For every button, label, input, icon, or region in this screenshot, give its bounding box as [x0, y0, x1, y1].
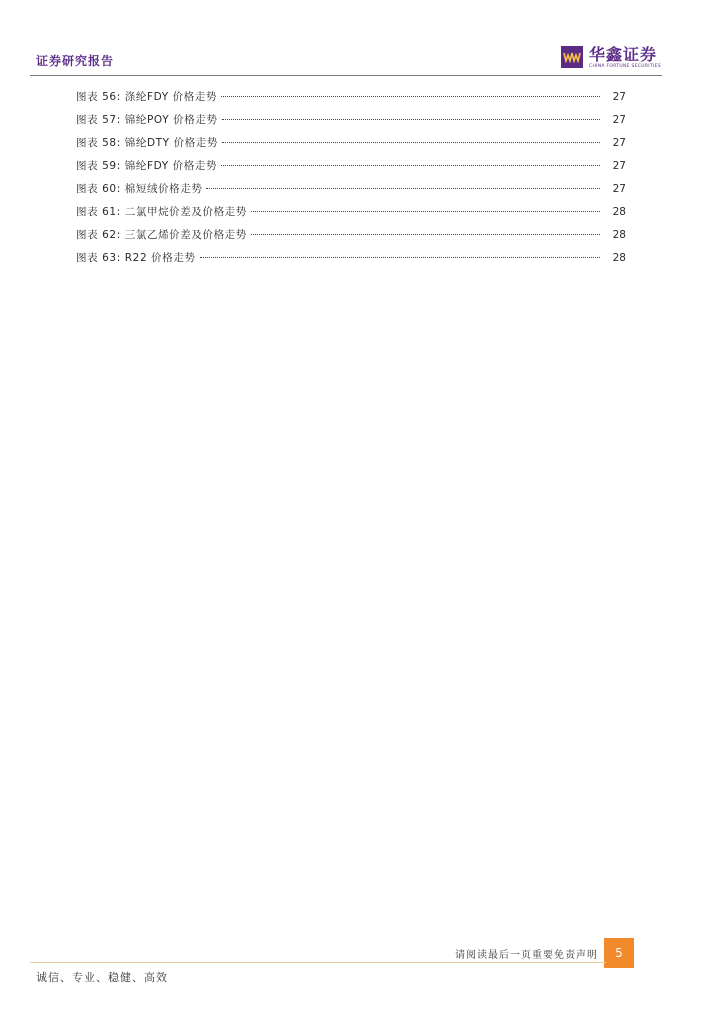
toc-entry[interactable]	[76, 181, 626, 204]
logo-mark-icon	[561, 46, 583, 68]
logo-chinese-name: 华鑫证券	[589, 45, 658, 64]
toc-entry[interactable]	[76, 158, 626, 181]
toc-entry-label: 图表 59: 锦纶FDY 价格走势	[76, 160, 218, 172]
toc-entry[interactable]	[76, 135, 626, 158]
page-header	[0, 0, 724, 80]
company-slogan: 诚信、专业、稳健、高效	[36, 971, 168, 984]
figure-toc-list	[76, 89, 626, 273]
toc-entry[interactable]	[76, 227, 626, 250]
toc-leader-dots	[221, 165, 600, 166]
logo-english-name: CHINA FORTUNE SECURITIES	[589, 64, 661, 69]
toc-entry-page: 28	[612, 206, 626, 218]
toc-entry-page: 27	[612, 91, 626, 103]
toc-leader-dots	[222, 119, 600, 120]
disclaimer-note: 请阅读最后一页重要免责声明	[455, 950, 598, 961]
footer-divider	[30, 962, 606, 963]
toc-entry[interactable]	[76, 112, 626, 135]
toc-entry-label: 图表 60: 棉短绒价格走势	[76, 183, 203, 195]
toc-entry[interactable]	[76, 204, 626, 227]
toc-entry-page: 28	[612, 229, 626, 241]
toc-entry-page: 27	[612, 114, 626, 126]
toc-entry-page: 28	[612, 252, 626, 264]
toc-entry-page: 27	[612, 137, 626, 149]
toc-leader-dots	[222, 142, 600, 143]
header-divider	[30, 75, 662, 76]
report-type-title: 证券研究报告	[36, 54, 115, 68]
toc-leader-dots	[251, 211, 600, 212]
toc-entry-label: 图表 57: 锦纶POY 价格走势	[76, 114, 218, 126]
toc-leader-dots	[221, 96, 600, 97]
toc-entry[interactable]	[76, 250, 626, 273]
toc-entry-label: 图表 58: 锦纶DTY 价格走势	[76, 137, 219, 149]
toc-entry-label: 图表 62: 三氯乙烯价差及价格走势	[76, 229, 247, 241]
toc-entry-page: 27	[612, 160, 626, 172]
toc-entry-label: 图表 61: 二氯甲烷价差及价格走势	[76, 206, 247, 218]
page-number-badge: 5	[604, 938, 634, 968]
toc-leader-dots	[200, 257, 600, 258]
toc-entry-label: 图表 63: R22 价格走势	[76, 252, 196, 264]
company-logo	[561, 46, 661, 70]
toc-entry[interactable]	[76, 89, 626, 112]
toc-leader-dots	[251, 234, 600, 235]
toc-entry-page: 27	[612, 183, 626, 195]
toc-entry-label: 图表 56: 涤纶FDY 价格走势	[76, 91, 218, 103]
toc-leader-dots	[206, 188, 600, 189]
